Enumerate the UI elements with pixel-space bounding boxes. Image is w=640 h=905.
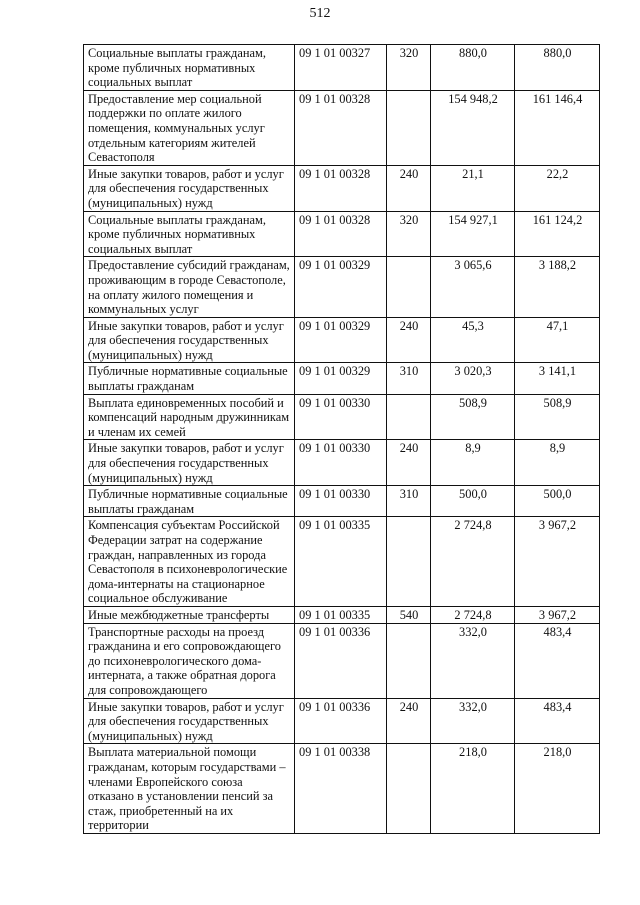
expense-name-cell: Иные закупки товаров, работ и услуг для обеспечения государственных (муниципальных) нужд	[84, 440, 295, 486]
table-row	[84, 211, 600, 257]
amount-year1-cell: 21,1	[431, 165, 515, 211]
expense-type-code-cell: 240	[387, 698, 431, 744]
target-article-code-cell: 09 1 01 00328	[295, 211, 387, 257]
target-article-code-cell: 09 1 01 00330	[295, 394, 387, 440]
expense-name-cell: Публичные нормативные социальные выплаты гражданам	[84, 363, 295, 394]
target-article-code-cell: 09 1 01 00329	[295, 317, 387, 363]
target-article-code-cell: 09 1 01 00338	[295, 744, 387, 834]
table-row	[84, 698, 600, 744]
table-row	[84, 317, 600, 363]
table-row	[84, 165, 600, 211]
table-row	[84, 45, 600, 91]
amount-year2-cell: 3 141,1	[515, 363, 600, 394]
amount-year1-cell: 332,0	[431, 623, 515, 698]
expense-type-code-cell: 240	[387, 440, 431, 486]
expense-name-cell: Предоставление субсидий гражданам, проживающим в городе Севастополе, на оплату жилого помещения и коммунальных услуг	[84, 257, 295, 317]
amount-year1-cell: 3 020,3	[431, 363, 515, 394]
amount-year1-cell: 218,0	[431, 744, 515, 834]
expense-type-code-cell: 540	[387, 606, 431, 623]
amount-year2-cell: 3 188,2	[515, 257, 600, 317]
target-article-code-cell: 09 1 01 00335	[295, 517, 387, 607]
table-row	[84, 623, 600, 698]
amount-year2-cell: 161 146,4	[515, 90, 600, 165]
expense-type-code-cell: 320	[387, 211, 431, 257]
amount-year1-cell: 880,0	[431, 45, 515, 91]
amount-year2-cell: 47,1	[515, 317, 600, 363]
target-article-code-cell: 09 1 01 00330	[295, 440, 387, 486]
expense-name-cell: Социальные выплаты гражданам, кроме публичных нормативных социальных выплат	[84, 45, 295, 91]
table-row	[84, 486, 600, 517]
amount-year2-cell: 218,0	[515, 744, 600, 834]
expense-name-cell: Иные закупки товаров, работ и услуг для обеспечения государственных (муниципальных) нужд	[84, 317, 295, 363]
expense-name-cell: Иные межбюджетные трансферты	[84, 606, 295, 623]
expense-type-code-cell: 240	[387, 317, 431, 363]
table-row	[84, 257, 600, 317]
expense-name-cell: Компенсация субъектам Российской Федерации затрат на содержание граждан, направленных из города Севастополя в психоневрологические дома-интернаты на стационарное социальное обслуживание	[84, 517, 295, 607]
table-row	[84, 517, 600, 607]
table-row	[84, 606, 600, 623]
expense-type-code-cell: 310	[387, 363, 431, 394]
amount-year1-cell: 508,9	[431, 394, 515, 440]
expense-name-cell: Иные закупки товаров, работ и услуг для обеспечения государственных (муниципальных) нужд	[84, 165, 295, 211]
expense-type-code-cell	[387, 394, 431, 440]
amount-year1-cell: 500,0	[431, 486, 515, 517]
expense-type-code-cell	[387, 744, 431, 834]
expense-type-code-cell	[387, 517, 431, 607]
amount-year2-cell: 161 124,2	[515, 211, 600, 257]
amount-year1-cell: 2 724,8	[431, 517, 515, 607]
target-article-code-cell: 09 1 01 00335	[295, 606, 387, 623]
target-article-code-cell: 09 1 01 00328	[295, 90, 387, 165]
table-row	[84, 90, 600, 165]
expense-name-cell: Транспортные расходы на проезд гражданина и его сопровождающего до психоневрологического дома-интерната, а также обратная дорога для сопровождающего	[84, 623, 295, 698]
expense-type-code-cell	[387, 257, 431, 317]
amount-year1-cell: 154 927,1	[431, 211, 515, 257]
expense-type-code-cell: 310	[387, 486, 431, 517]
target-article-code-cell: 09 1 01 00327	[295, 45, 387, 91]
table-row	[84, 394, 600, 440]
expense-type-code-cell	[387, 90, 431, 165]
target-article-code-cell: 09 1 01 00328	[295, 165, 387, 211]
expense-name-cell: Выплата материальной помощи гражданам, которым государствами – членами Европейского союза отказано в установлении пенсий за стаж, приобретенный на их территории	[84, 744, 295, 834]
amount-year2-cell: 500,0	[515, 486, 600, 517]
amount-year1-cell: 154 948,2	[431, 90, 515, 165]
amount-year1-cell: 8,9	[431, 440, 515, 486]
expense-name-cell: Предоставление мер социальной поддержки по оплате жилого помещения, коммунальных услуг отдельным категориям жителей Севастополя	[84, 90, 295, 165]
amount-year2-cell: 3 967,2	[515, 517, 600, 607]
expense-type-code-cell: 240	[387, 165, 431, 211]
target-article-code-cell: 09 1 01 00336	[295, 698, 387, 744]
amount-year2-cell: 880,0	[515, 45, 600, 91]
amount-year1-cell: 332,0	[431, 698, 515, 744]
expense-name-cell: Публичные нормативные социальные выплаты гражданам	[84, 486, 295, 517]
amount-year2-cell: 483,4	[515, 698, 600, 744]
amount-year1-cell: 3 065,6	[431, 257, 515, 317]
amount-year2-cell: 483,4	[515, 623, 600, 698]
expense-name-cell: Выплата единовременных пособий и компенсаций народным дружинникам и членам их семей	[84, 394, 295, 440]
amount-year2-cell: 8,9	[515, 440, 600, 486]
amount-year1-cell: 2 724,8	[431, 606, 515, 623]
table-row	[84, 440, 600, 486]
table-row	[84, 744, 600, 834]
expense-name-cell: Иные закупки товаров, работ и услуг для обеспечения государственных (муниципальных) нужд	[84, 698, 295, 744]
table-row	[84, 363, 600, 394]
expense-name-cell: Социальные выплаты гражданам, кроме публичных нормативных социальных выплат	[84, 211, 295, 257]
target-article-code-cell: 09 1 01 00329	[295, 363, 387, 394]
target-article-code-cell: 09 1 01 00330	[295, 486, 387, 517]
target-article-code-cell: 09 1 01 00336	[295, 623, 387, 698]
expense-type-code-cell: 320	[387, 45, 431, 91]
budget-table-body	[84, 45, 600, 834]
expense-type-code-cell	[387, 623, 431, 698]
amount-year2-cell: 508,9	[515, 394, 600, 440]
amount-year2-cell: 3 967,2	[515, 606, 600, 623]
target-article-code-cell: 09 1 01 00329	[295, 257, 387, 317]
amount-year2-cell: 22,2	[515, 165, 600, 211]
budget-table	[83, 44, 600, 834]
amount-year1-cell: 45,3	[431, 317, 515, 363]
page-number: 512	[309, 6, 331, 21]
